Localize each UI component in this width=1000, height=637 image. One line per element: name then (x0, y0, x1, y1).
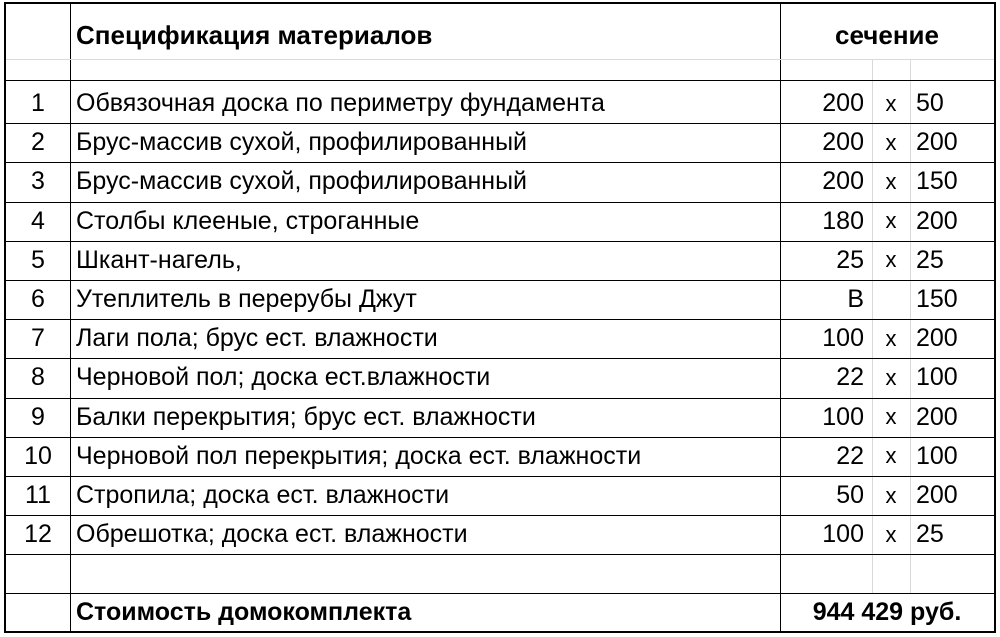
section-height-cell[interactable]: 200 (916, 206, 958, 235)
section-separator-cell[interactable]: x (885, 404, 897, 430)
section-separator-cell[interactable]: x (885, 129, 897, 155)
table-row (6, 84, 994, 123)
section-separator-cell[interactable]: x (885, 364, 897, 390)
section-separator-cell[interactable]: x (885, 90, 897, 116)
total-label[interactable]: Стоимость домокомплекта (76, 597, 412, 626)
section-separator-cell[interactable]: x (885, 482, 897, 508)
section-height-cell[interactable]: 150 (916, 285, 958, 314)
section-height-cell[interactable]: 200 (916, 128, 958, 157)
material-name-cell[interactable]: Лаги пола; брус ест. влажности (76, 324, 438, 353)
spreadsheet-table (4, 2, 996, 633)
section-height-cell[interactable]: 25 (916, 245, 944, 274)
material-name-cell[interactable]: Брус-массив сухой, профилированный (76, 128, 528, 157)
row-number-cell[interactable]: 2 (31, 128, 45, 157)
header-row (6, 4, 994, 66)
row-number-cell[interactable]: 9 (31, 402, 45, 431)
section-header[interactable]: сечение (835, 19, 939, 50)
total-num-cell[interactable] (6, 593, 70, 631)
material-name-cell[interactable]: Шкант-нагель, (76, 245, 242, 274)
material-name-cell[interactable]: Стропила; доска ест. влажности (76, 481, 450, 510)
row-divider (6, 59, 994, 60)
section-width-cell[interactable]: 22 (836, 363, 864, 392)
section-height-cell[interactable]: 25 (916, 520, 944, 549)
row-divider (6, 554, 994, 555)
section-separator-cell[interactable]: x (885, 168, 897, 194)
table-row (6, 319, 994, 358)
section-separator-cell[interactable]: x (885, 443, 897, 469)
section-separator-cell[interactable]: x (885, 325, 897, 351)
table-row (6, 398, 994, 437)
spec-title[interactable]: Спецификация материалов (76, 19, 433, 50)
section-separator-cell[interactable]: x (885, 521, 897, 547)
table-row (6, 202, 994, 241)
section-width-cell[interactable]: 100 (822, 402, 864, 431)
row-number-cell[interactable]: 12 (24, 520, 52, 549)
material-name-cell[interactable]: Черновой пол; доска ест.влажности (76, 363, 491, 392)
section-width-cell[interactable]: 200 (822, 128, 864, 157)
material-name-cell[interactable]: Утеплитель в перерубы Джут (76, 285, 417, 314)
section-height-cell[interactable]: 200 (916, 402, 958, 431)
table-row (6, 358, 994, 397)
section-width-cell[interactable]: 200 (822, 167, 864, 196)
section-width-cell[interactable]: 25 (836, 245, 864, 274)
section-height-cell[interactable]: 150 (916, 167, 958, 196)
section-width-cell[interactable]: B (847, 285, 864, 314)
row-number-cell[interactable]: 6 (31, 285, 45, 314)
table-row (6, 515, 994, 554)
material-name-cell[interactable]: Обрешотка; доска ест. влажности (76, 520, 468, 549)
section-width-cell[interactable]: 100 (822, 520, 864, 549)
section-separator-cell[interactable]: x (885, 247, 897, 273)
section-width-cell[interactable]: 50 (836, 481, 864, 510)
header-num-cell[interactable] (6, 4, 70, 66)
material-name-cell[interactable]: Балки перекрытия; брус ест. влажности (76, 402, 536, 431)
row-number-cell[interactable]: 5 (31, 245, 45, 274)
row-number-cell[interactable]: 10 (24, 441, 52, 470)
section-height-cell[interactable]: 200 (916, 324, 958, 353)
section-height-cell[interactable]: 100 (916, 441, 958, 470)
row-number-cell[interactable]: 11 (25, 481, 51, 510)
row-number-cell[interactable]: 3 (31, 167, 45, 196)
total-row (6, 593, 994, 631)
section-width-cell[interactable]: 200 (822, 89, 864, 118)
material-name-cell[interactable]: Столбы клееные, строганные (76, 206, 420, 235)
section-width-cell[interactable]: 100 (822, 324, 864, 353)
material-name-cell[interactable]: Черновой пол перекрытия; доска ест. влажности (76, 441, 642, 470)
material-name-cell[interactable]: Брус-массив сухой, профилированный (76, 167, 528, 196)
row-number-cell[interactable]: 7 (31, 324, 45, 353)
row-number-cell[interactable]: 1 (31, 89, 45, 118)
total-value[interactable]: 944 429 руб. (812, 597, 962, 626)
table-row (6, 162, 994, 201)
section-width-cell[interactable]: 22 (836, 441, 864, 470)
table-row (6, 241, 994, 280)
section-height-cell[interactable]: 200 (916, 481, 958, 510)
section-separator-cell[interactable] (872, 280, 910, 319)
section-width-cell[interactable]: 180 (822, 206, 864, 235)
section-height-cell[interactable]: 100 (916, 363, 958, 392)
material-name-cell[interactable]: Обвязочная доска по периметру фундамента (76, 89, 605, 118)
section-separator-cell[interactable]: x (885, 208, 897, 234)
row-number-cell[interactable]: 4 (31, 206, 45, 235)
table-row (6, 437, 994, 476)
table-row (6, 280, 994, 319)
row-divider (6, 80, 994, 81)
row-number-cell[interactable]: 8 (31, 363, 45, 392)
section-height-cell[interactable]: 50 (916, 89, 944, 118)
table-row (6, 476, 994, 515)
table-row (6, 123, 994, 162)
